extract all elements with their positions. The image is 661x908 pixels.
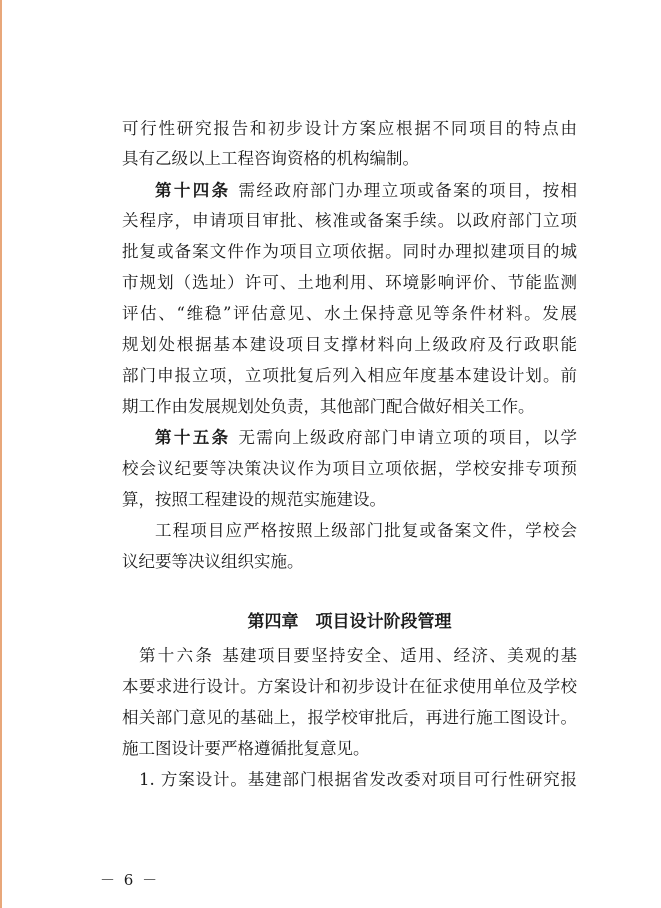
text-line: 议纪要等决议组织实施。 <box>122 552 304 571</box>
text-line: 评估、“维稳”评估意见、水土保持意见等条件材料。发展 <box>122 304 577 323</box>
text-line: 基建项目要坚持安全、适用、经济、美观的基 <box>222 646 577 665</box>
text-line: 部门申报立项，立项批复后列入相应年度基本建设计划。前 <box>122 366 577 385</box>
text-line: 市规划（选址）许可、土地利用、环境影响评价、节能监测 <box>122 273 577 292</box>
text-line: 需经政府部门办理立项或备案的项目，按相 <box>238 181 577 200</box>
chapter-heading: 第四章 项目设计阶段管理 <box>247 612 452 632</box>
text-line: 批复或备案文件作为项目立项依据。同时办理拟建项目的城 <box>122 242 577 261</box>
text-line: 工程项目应严格按照上级部门批复或备案文件，学校会 <box>155 521 577 540</box>
article-label: 第十五条 <box>155 428 231 447</box>
text-line: 1. 方案设计。基建部门根据省发改委对项目可行性研究报 <box>139 770 577 789</box>
text-line: 校会议纪要等决策决议作为项目立项依据，学校安排专项预 <box>122 459 577 478</box>
article-16-first-line <box>139 643 577 669</box>
text-line: 相关部门意见的基础上，报学校审批后，再进行施工图设计。 <box>122 708 577 727</box>
document-page <box>2 0 661 908</box>
text-line: 施工图设计要严格遵循批复意见。 <box>122 739 370 758</box>
text-line: 算，按照工程建设的规范实施建设。 <box>122 490 386 509</box>
text-line: 无需向上级政府部门申请立项的项目，以学 <box>238 428 577 447</box>
text-line: 本要求进行设计。方案设计和初步设计在征求使用单位及学校 <box>122 677 577 696</box>
text-line: 具有乙级以上工程咨询资格的机构编制。 <box>122 149 419 168</box>
article-label: 第十四条 <box>155 181 231 200</box>
article-15-first-line <box>155 425 577 451</box>
article-14-first-line <box>155 178 577 204</box>
text-line: 规划处根据基本建设项目支撑材料向上级政府及行政职能 <box>122 335 577 354</box>
article-label: 第十六条 <box>139 646 215 665</box>
page-number: － 6 － <box>100 871 160 889</box>
text-line: 关程序，申请项目审批、核准或备案手续。以政府部门立项 <box>122 211 577 230</box>
text-line: 可行性研究报告和初步设计方案应根据不同项目的特点由 <box>122 119 577 138</box>
text-line: 期工作由发展规划处负责，其他部门配合做好相关工作。 <box>122 397 535 416</box>
